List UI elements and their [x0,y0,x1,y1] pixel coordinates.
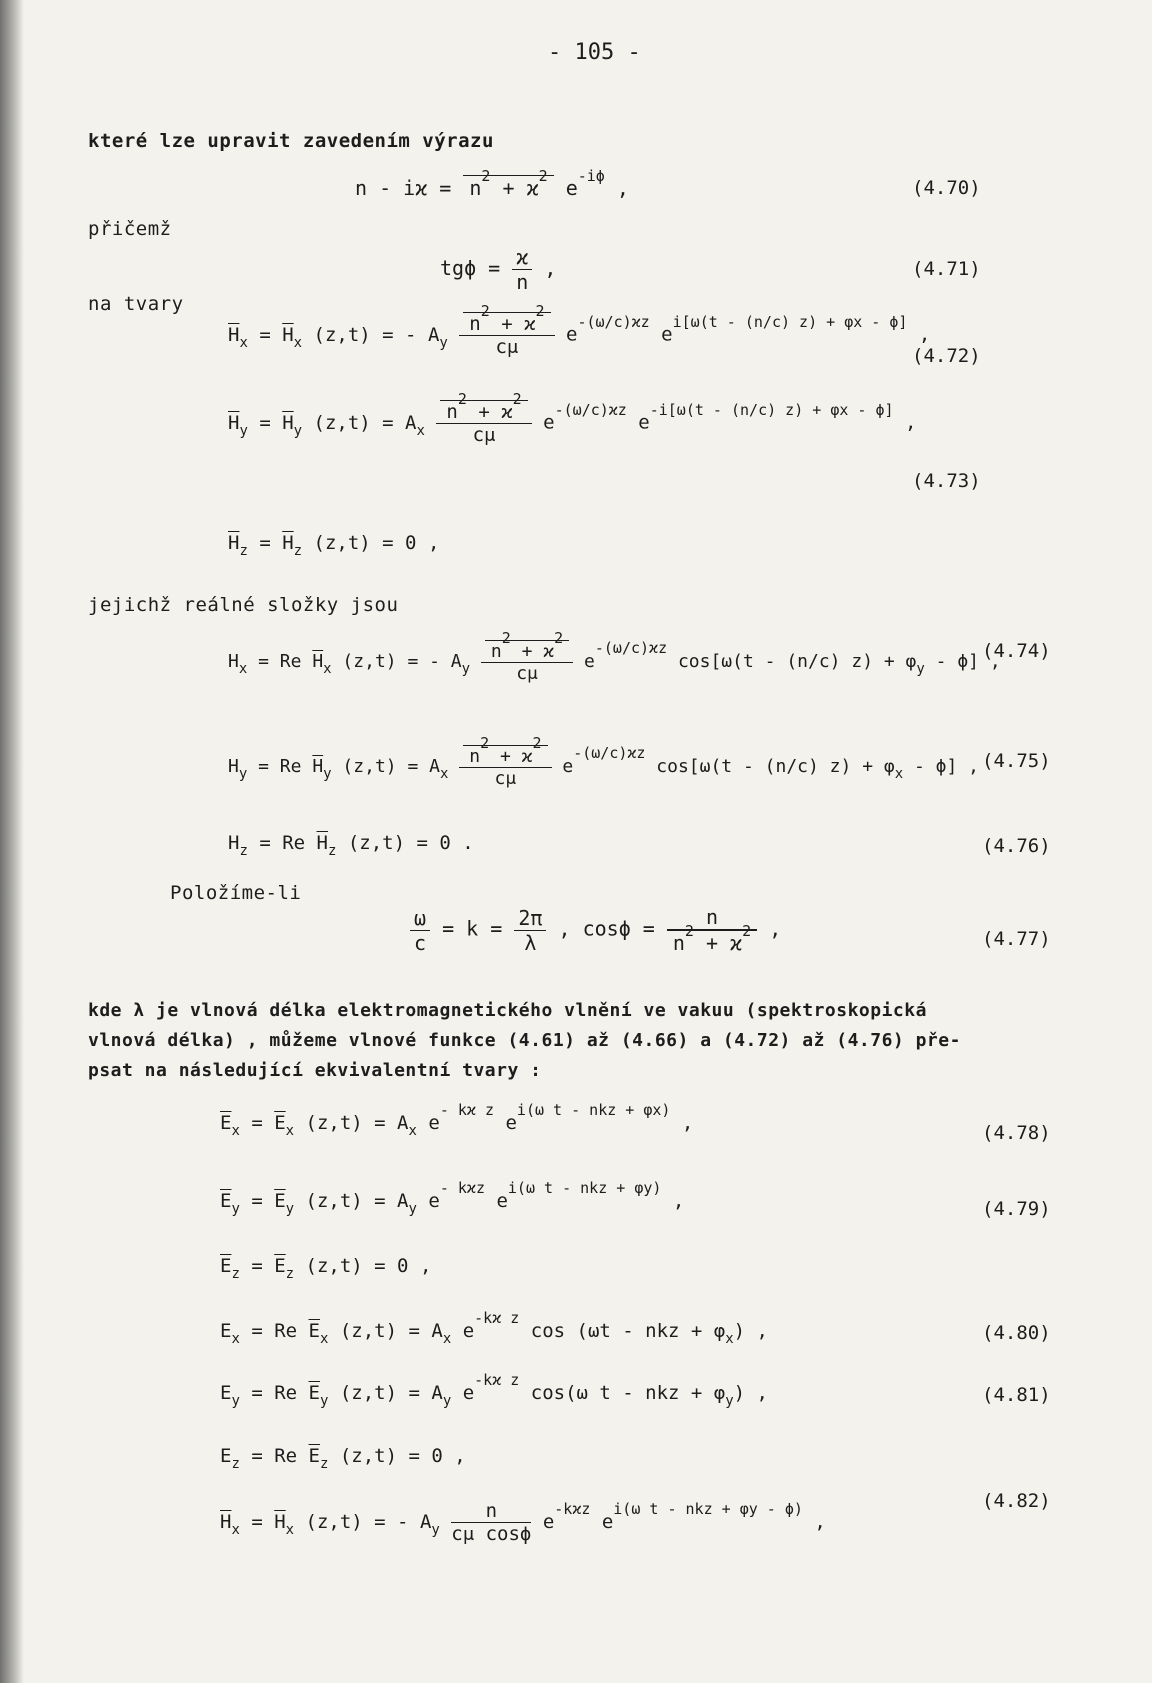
equation-4-70: $n - iϰ = n^2 + ϰ^2$ $e^{-i\phi}$ , [355,167,629,200]
equation-label-4-76: (4.76) [982,835,1051,857]
equation-label-4-77: (4.77) [982,928,1051,950]
equation-4-78: $\overline{E}_x = \overline{E}_x$ $(z,t) = A_x$ $e^{- kϰ z}$ $e^{i(\omega t - nkz + \varphi x)}$ , [220,1101,694,1139]
equation-hz: $\overline{H}_z = \overline{H}_z$ (z,t) = 0 , [228,532,440,559]
page-number: - 105 - [548,40,641,65]
equation-label-4-74: (4.74) [982,640,1051,662]
text-kde-line-2: vlnová délka) , můžeme vlnové funkce (4.61) až (4.66) a (4.72) až (4.76) pře- [88,1030,961,1051]
text-na-tvary: na tvary [88,293,184,315]
text-intro: které lze upravit zavedením výrazu [88,130,494,152]
equation-label-4-75: (4.75) [982,750,1051,772]
text-pricemz: přičemž [88,218,172,240]
equation-4-77: $\frac{\omega}{c}$ = k = $\frac{2\pi}{\lambda}$ , cosϕ = $\frac{n}{n^2 + ϰ^2}$ , [410,905,781,955]
equation-label-4-78: (4.78) [982,1122,1051,1144]
text-polozime: Položíme-li [170,882,302,904]
equation-label-4-79: (4.79) [982,1198,1051,1220]
text-kde-line-3: psat na následující ekvivalentní tvary : [88,1060,542,1081]
equation-4-75: $H_y = Re$ $\overline{H}_y$ $(z,t) = A_x$ $\frac{n^2 + ϰ^2}{c\mu}$ $e^{-(\omega/c)ϰz}$ cos[ω(t - (n/c) $z) + \varphi_x - \phi$] , [228,734,979,789]
text-kde-line-1: kde λ je vlnová délka elektromagnetického vlnění ve vakuu (spektroskopická [88,1000,927,1021]
equation-4-82: $\overline{H}_x = \overline{H}_x$ (z,t) = - $A_y$ $\frac{n}{\text{cμ cosϕ}}$ $e^{-kϰz}$ $e^{i(\omega t - nkz + \varphi y - \phi)}$ , [220,1500,826,1545]
equation-label-4-82: (4.82) [982,1490,1051,1512]
equation-4-76: $H_z = Re$ $\overline{H}_z$ (z,t) = 0 . [228,832,474,859]
equation-label-4-71: (4.71) [912,258,981,280]
equation-4-79: $\overline{E}_y = \overline{E}_y$ $(z,t) = A_y$ $e^{- kϰz}$ $e^{i(\omega t - nkz + \varphi y)}$ , [220,1179,685,1217]
equation-label-4-72: (4.72) [912,345,981,367]
equation-label-4-80: (4.80) [982,1322,1051,1344]
equation-4-72: $\overline{H}_x = \overline{H}_x$ (z,t) = - $A_y$ $\frac{n^2 + ϰ^2}{c\mu}$ $e^{-(\omega/c)ϰz}$ $e^{i[\omega(t - (n/c) z) + \varphi x - \phi]}$ , [228,302,931,358]
equation-label-4-70: (4.70) [912,177,981,199]
equation-4-71: tgϕ = $\frac{ϰ}{n}$ , [440,245,557,294]
equation-4-81: $E_y = Re$ $\overline{E}_y$ $(z,t) = A_y$ $e^{-kϰ z}$ cos(ω t - nkz + $\varphi_y$) , [220,1371,768,1409]
equation-4-73: $\overline{H}_y = \overline{H}_y$ $(z,t) = A_x$ $\frac{n^2 + ϰ^2}{c\mu}$ $e^{-(\omega/c)ϰz}$ $e^{-i[\omega(t - (n/c) z) + \varphi x - \phi]}$ , [228,390,917,446]
equation-4-74: $H_x = Re$ $\overline{H}_x$ (z,t) = - $A_y$ $\frac{n^2 + ϰ^2}{c\mu}$ $e^{-(\omega/c)ϰz}$ cos[ω(t - (n/c) $z) + \varphi_y - \phi$] , [228,629,1001,684]
equation-label-4-73: (4.73) [912,470,981,492]
book-spine-shadow [0,0,24,1683]
equation-label-4-81: (4.81) [982,1384,1051,1406]
equation-ez: $\overline{E}_z = \overline{E}_z$ (z,t) = 0 , [220,1255,432,1282]
text-realne-slozky: jejichž reálné složky jsou [88,594,399,616]
equation-4-80: $E_x = Re$ $\overline{E}_x$ $(z,t) = A_x$ $e^{-kϰ z}$ cos (ωt - nkz + $\varphi_x$) , [220,1309,768,1347]
equation-ez-re: $E_z = Re$ $\overline{E}_z$ (z,t) = 0 , [220,1445,466,1472]
